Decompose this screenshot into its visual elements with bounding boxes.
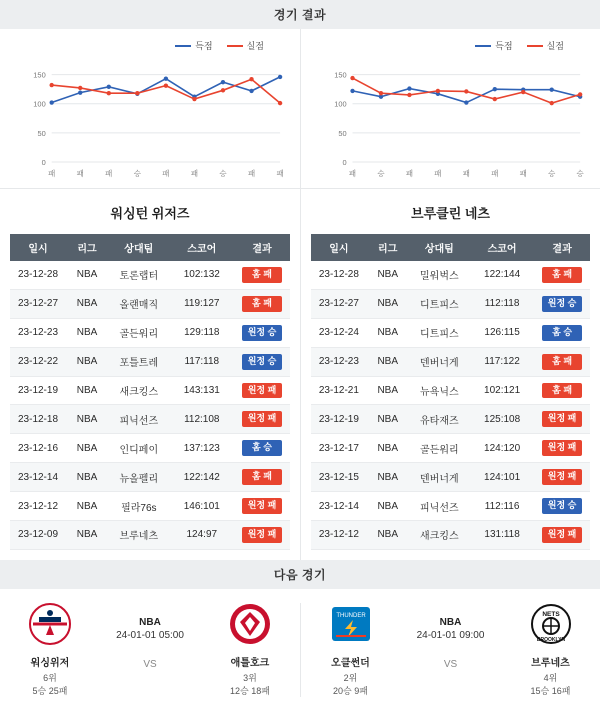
table-row[interactable]	[10, 347, 290, 376]
team-title-away: 브루클린 네츠	[411, 206, 490, 221]
game-date: 23-12-09	[10, 521, 66, 550]
teams-row	[0, 189, 600, 560]
column-header: 일시	[311, 234, 367, 261]
league-name: NBA	[66, 261, 108, 289]
result-badge: 원정 패	[542, 527, 582, 543]
result-badge: 원정 패	[242, 498, 282, 514]
game-score: 146:101	[170, 492, 234, 521]
legend-swatch-conceded	[527, 45, 543, 47]
result-cell	[534, 318, 590, 347]
svg-text:100: 100	[33, 99, 46, 109]
table-row[interactable]	[311, 318, 590, 347]
svg-text:50: 50	[338, 128, 347, 138]
svg-text:승: 승	[377, 168, 385, 179]
result-cell	[534, 347, 590, 376]
opponent-name: 디트피스	[409, 289, 470, 318]
thunder-logo	[307, 603, 395, 648]
team-record: 20승 9패	[333, 685, 368, 696]
chart-legend-away	[307, 39, 594, 52]
column-header: 스코어	[170, 234, 234, 261]
game-score: 117:122	[470, 347, 534, 376]
legend-label-conceded: 실점	[246, 41, 264, 51]
game-score: 124:120	[470, 434, 534, 463]
svg-text:패: 패	[276, 168, 284, 179]
result-cell	[234, 347, 290, 376]
table-header-row	[10, 234, 290, 261]
game-score: 122:142	[170, 463, 234, 492]
result-cell	[534, 289, 590, 318]
league-label: NBA	[139, 616, 161, 628]
legend-swatch-scored	[175, 45, 191, 47]
opponent-name: 포틀트레	[108, 347, 170, 376]
game-date: 23-12-23	[311, 347, 367, 376]
result-badge: 원정 승	[242, 354, 282, 370]
game-score: 112:116	[470, 492, 534, 521]
game-score: 137:123	[170, 434, 234, 463]
opponent-name: 뉴올펠리	[108, 463, 170, 492]
svg-text:승: 승	[219, 168, 227, 179]
table-row[interactable]	[10, 434, 290, 463]
table-row[interactable]	[311, 347, 590, 376]
svg-text:패: 패	[76, 168, 84, 179]
column-header: 일시	[10, 234, 66, 261]
result-badge: 홈 패	[542, 267, 582, 283]
svg-text:0: 0	[41, 157, 46, 168]
legend-swatch-conceded	[227, 45, 243, 47]
league-name: NBA	[66, 405, 108, 434]
svg-text:패: 패	[405, 168, 414, 179]
charts-row	[0, 29, 600, 189]
game-date: 23-12-15	[311, 463, 367, 492]
line-chart-home	[6, 54, 294, 184]
league-name: NBA	[367, 318, 409, 347]
table-row[interactable]	[10, 492, 290, 521]
hawks-logo	[206, 603, 294, 648]
game-score: 122:144	[470, 261, 534, 289]
league-name: NBA	[66, 492, 108, 521]
column-header: 스코어	[470, 234, 534, 261]
game-date: 23-12-22	[10, 347, 66, 376]
table-row[interactable]	[311, 289, 590, 318]
next-match-info	[104, 603, 196, 670]
wizards-logo	[6, 603, 94, 648]
opponent-name: 덴버너게	[409, 463, 470, 492]
game-date: 23-12-14	[311, 492, 367, 521]
column-header: 결과	[234, 234, 290, 261]
svg-text:패: 패	[491, 168, 499, 179]
result-badge: 홈 패	[242, 469, 282, 485]
team-name: 애틀호크	[230, 657, 270, 669]
table-row[interactable]	[311, 405, 590, 434]
svg-text:패: 패	[348, 168, 357, 179]
game-score: 117:118	[170, 347, 234, 376]
game-date: 23-12-19	[10, 376, 66, 405]
league-label: NBA	[439, 616, 462, 628]
opponent-name: 피닉선즈	[108, 405, 170, 434]
result-cell	[534, 521, 590, 550]
match-datetime: 24-01-01 09:00	[416, 629, 485, 641]
league-name: NBA	[66, 289, 108, 318]
opponent-name: 뉴욕닉스	[409, 376, 470, 405]
table-header-row	[311, 234, 590, 261]
result-cell	[234, 318, 290, 347]
game-score: 125:108	[470, 405, 534, 434]
table-row[interactable]	[311, 434, 590, 463]
result-badge: 원정 승	[542, 296, 582, 312]
opponent-name: 골든워리	[108, 318, 170, 347]
team-name: 워싱위저	[30, 657, 70, 669]
section-header-results: 경기 결과	[0, 0, 600, 29]
opponent-name: 브루네츠	[108, 521, 170, 550]
result-badge: 홈 패	[242, 296, 282, 312]
chart-cell-home	[0, 29, 300, 188]
result-badge: 원정 패	[542, 440, 582, 456]
result-cell	[234, 434, 290, 463]
game-date: 23-12-28	[10, 261, 66, 289]
game-date: 23-12-14	[10, 463, 66, 492]
chart-cell-away	[300, 29, 600, 188]
table-row[interactable]	[10, 318, 290, 347]
result-badge: 원정 패	[542, 411, 582, 427]
result-badge: 원정 승	[242, 325, 282, 341]
result-badge: 원정 패	[242, 383, 282, 399]
result-cell	[534, 463, 590, 492]
opponent-name: 인디페이	[108, 434, 170, 463]
result-cell	[234, 289, 290, 318]
league-name: NBA	[367, 492, 409, 521]
game-score: 112:108	[170, 405, 234, 434]
team-name: 브루네츠	[531, 657, 570, 669]
league-name: NBA	[367, 347, 409, 376]
svg-text:BROOKLYN: BROOKLYN	[536, 636, 565, 643]
team-name: 오클썬더	[331, 657, 370, 669]
result-cell	[534, 492, 590, 521]
game-date: 23-12-12	[311, 521, 367, 550]
svg-text:0: 0	[342, 157, 347, 168]
team-column-home	[0, 189, 300, 560]
svg-text:패: 패	[48, 168, 56, 179]
result-cell	[234, 463, 290, 492]
result-cell	[534, 376, 590, 405]
legend-item-conceded	[227, 39, 264, 52]
game-score: 143:131	[170, 376, 234, 405]
table-row[interactable]	[10, 405, 290, 434]
column-header: 리그	[66, 234, 108, 261]
result-cell	[234, 521, 290, 550]
opponent-name: 덴버너게	[409, 347, 470, 376]
vs-label: VS	[443, 658, 458, 670]
next-match-1[interactable]	[300, 603, 600, 697]
game-score: 112:118	[470, 289, 534, 318]
svg-text:패: 패	[462, 168, 470, 179]
game-score: 126:115	[470, 318, 534, 347]
next-match-0[interactable]	[0, 603, 300, 697]
svg-text:150: 150	[33, 70, 46, 80]
team-record: 15승 16패	[530, 685, 571, 696]
result-cell	[234, 376, 290, 405]
svg-text:승: 승	[548, 168, 556, 179]
svg-text:패: 패	[247, 168, 256, 179]
opponent-name: 필라76s	[108, 492, 170, 521]
legend-label-scored: 득점	[195, 41, 213, 51]
table-row[interactable]	[311, 261, 590, 289]
opponent-name: 밀워벅스	[409, 261, 470, 289]
game-score: 119:127	[170, 289, 234, 318]
next-match-home-team[interactable]	[6, 603, 94, 697]
result-badge: 홈 패	[542, 383, 582, 399]
team-record: 5승 25패	[32, 685, 68, 696]
team-title-home: 워싱턴 위저즈	[110, 206, 190, 221]
result-badge: 홈 패	[542, 354, 582, 370]
opponent-name: 골든워리	[409, 434, 470, 463]
results-table-home	[10, 234, 290, 550]
svg-text:NETS: NETS	[541, 610, 560, 618]
column-header: 결과	[534, 234, 590, 261]
league-name: NBA	[66, 434, 108, 463]
svg-text:150: 150	[334, 70, 347, 80]
game-score: 124:101	[470, 463, 534, 492]
vs-label: VS	[143, 658, 157, 670]
svg-text:100: 100	[334, 99, 347, 109]
table-row[interactable]	[10, 521, 290, 550]
league-name: NBA	[367, 463, 409, 492]
opponent-name: 디트피스	[409, 318, 470, 347]
table-row[interactable]	[311, 521, 590, 550]
opponent-name: 새크킹스	[108, 376, 170, 405]
result-badge: 원정 승	[542, 498, 582, 514]
svg-text:승: 승	[133, 168, 141, 179]
result-cell	[234, 261, 290, 289]
match-datetime: 24-01-01 05:00	[116, 629, 184, 641]
section-header-next: 다음 경기	[0, 560, 600, 589]
svg-text:50: 50	[37, 128, 46, 138]
opponent-name: 토론랩터	[108, 261, 170, 289]
opponent-name: 피닉선즈	[409, 492, 470, 521]
table-row[interactable]	[10, 463, 290, 492]
legend-label-scored: 득점	[495, 41, 513, 51]
table-row[interactable]	[311, 463, 590, 492]
legend-label-conceded: 실점	[546, 41, 564, 51]
svg-text:패: 패	[434, 168, 442, 179]
table-row[interactable]	[10, 261, 290, 289]
result-badge: 원정 패	[242, 411, 282, 427]
game-date: 23-12-18	[10, 405, 66, 434]
league-name: NBA	[367, 261, 409, 289]
result-badge: 홈 승	[242, 440, 282, 456]
game-date: 23-12-12	[10, 492, 66, 521]
league-name: NBA	[367, 376, 409, 405]
result-badge: 원정 패	[242, 527, 282, 543]
legend-swatch-scored	[475, 45, 491, 47]
legend-item-conceded	[527, 39, 564, 52]
result-badge: 원정 패	[542, 469, 582, 485]
league-name: NBA	[367, 405, 409, 434]
next-match-away-team[interactable]	[507, 603, 595, 697]
team-rank: 6위	[43, 672, 57, 683]
game-score: 131:118	[470, 521, 534, 550]
team-rank: 4위	[543, 672, 558, 683]
opponent-name: 유타재즈	[409, 405, 470, 434]
result-badge: 홈 패	[242, 267, 282, 283]
svg-text:패: 패	[519, 168, 527, 179]
league-name: NBA	[367, 289, 409, 318]
game-date: 23-12-19	[311, 405, 367, 434]
table-row[interactable]	[10, 289, 290, 318]
opponent-name: 새크킹스	[409, 521, 470, 550]
table-row[interactable]	[311, 492, 590, 521]
team-column-away	[300, 189, 600, 560]
next-match-info	[405, 603, 497, 670]
line-chart-away	[307, 54, 594, 184]
result-cell	[534, 261, 590, 289]
svg-text:패: 패	[162, 168, 170, 179]
next-matches-row	[0, 589, 600, 707]
result-badge: 홈 승	[542, 325, 582, 341]
legend-item-scored	[475, 39, 512, 52]
game-score: 102:121	[470, 376, 534, 405]
table-row[interactable]	[10, 376, 290, 405]
game-score: 124:97	[170, 521, 234, 550]
nets-logo	[507, 603, 595, 648]
next-match-away-team[interactable]	[206, 603, 294, 697]
column-header: 상대팀	[108, 234, 170, 261]
svg-text:패: 패	[190, 168, 199, 179]
game-date: 23-12-21	[311, 376, 367, 405]
game-date: 23-12-27	[10, 289, 66, 318]
svg-text:승: 승	[576, 168, 584, 179]
game-score: 129:118	[170, 318, 234, 347]
league-name: NBA	[66, 376, 108, 405]
league-name: NBA	[66, 521, 108, 550]
league-name: NBA	[66, 318, 108, 347]
game-date: 23-12-17	[311, 434, 367, 463]
team-rank: 3위	[243, 672, 257, 683]
game-date: 23-12-28	[311, 261, 367, 289]
league-name: NBA	[66, 347, 108, 376]
team-rank: 2위	[343, 672, 358, 683]
game-score: 102:132	[170, 261, 234, 289]
game-date: 23-12-16	[10, 434, 66, 463]
opponent-name: 올랜매직	[108, 289, 170, 318]
league-name: NBA	[367, 434, 409, 463]
column-header: 리그	[367, 234, 409, 261]
game-date: 23-12-23	[10, 318, 66, 347]
svg-text:패: 패	[105, 168, 113, 179]
result-cell	[534, 434, 590, 463]
result-cell	[534, 405, 590, 434]
league-name: NBA	[66, 463, 108, 492]
team-record: 12승 18패	[230, 685, 270, 696]
svg-text:THUNDER: THUNDER	[335, 612, 366, 619]
game-date: 23-12-24	[311, 318, 367, 347]
chart-legend-home	[6, 39, 294, 52]
result-cell	[234, 405, 290, 434]
column-header: 상대팀	[409, 234, 470, 261]
league-name: NBA	[367, 521, 409, 550]
table-row[interactable]	[311, 376, 590, 405]
result-cell	[234, 492, 290, 521]
legend-item-scored	[175, 39, 212, 52]
next-match-home-team[interactable]	[307, 603, 395, 697]
results-table-away	[311, 234, 590, 550]
game-date: 23-12-27	[311, 289, 367, 318]
